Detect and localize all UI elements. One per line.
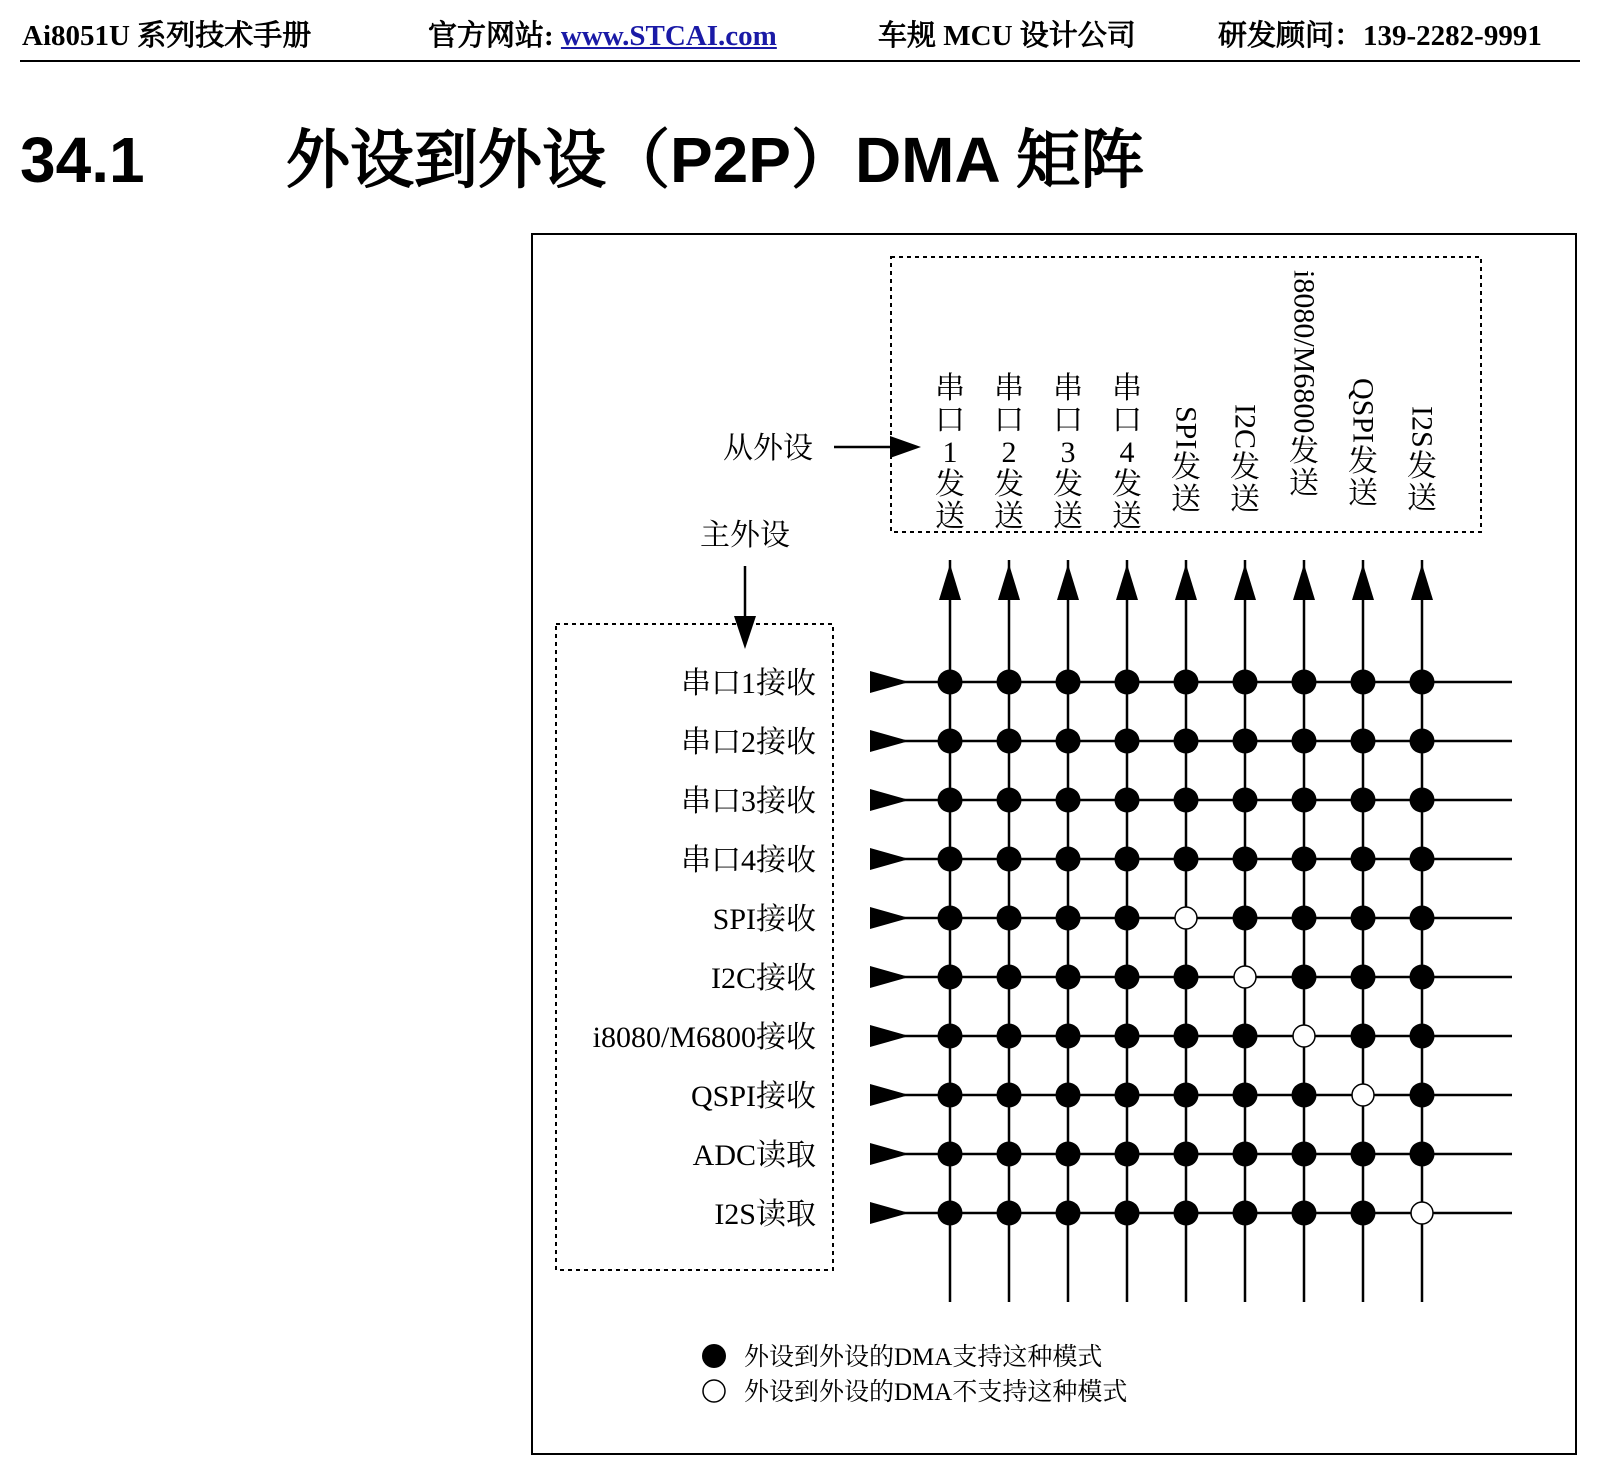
supported-node-dot — [1174, 670, 1199, 695]
column-label-char: 串 — [1053, 372, 1083, 405]
column-label-char: 送 — [935, 500, 965, 533]
row-arrow-head — [870, 1143, 909, 1165]
supported-node-dot — [1410, 729, 1435, 754]
supported-node-dot — [1115, 670, 1140, 695]
supported-node-dot — [1351, 670, 1376, 695]
supported-node-dot — [1056, 670, 1081, 695]
supported-node-dot — [1056, 1142, 1081, 1167]
supported-node-dot — [1292, 670, 1317, 695]
supported-node-dot — [1115, 729, 1140, 754]
row-label: 串口4接收 — [681, 844, 816, 877]
row-label: 串口1接收 — [681, 667, 816, 700]
supported-node-dot — [1115, 1142, 1140, 1167]
supported-node-dot — [997, 729, 1022, 754]
column-label-char: 送 — [1407, 482, 1437, 515]
column-arrow-head — [1116, 564, 1138, 600]
supported-node-dot — [1410, 670, 1435, 695]
column-label-char: 口 — [1053, 404, 1083, 437]
legend-supported-label: 外设到外设的DMA支持这种模式 — [744, 1344, 1103, 1371]
column-label-char: 送 — [1171, 483, 1201, 516]
row-arrow-head — [870, 671, 909, 693]
supported-node-dot — [1115, 1083, 1140, 1108]
column-arrow-head — [1234, 564, 1256, 600]
column-label-char: 发 — [1348, 445, 1378, 478]
supported-node-dot — [938, 670, 963, 695]
column-label-char: 口 — [935, 404, 965, 437]
supported-node-dot — [938, 847, 963, 872]
column-label-char: 送 — [1289, 467, 1319, 500]
column-label-char: 4 — [1119, 436, 1135, 469]
master-peripheral-label: 主外设 — [700, 519, 790, 552]
supported-node-dot — [1056, 729, 1081, 754]
slave-arrow-head — [890, 436, 921, 458]
supported-node-dot — [997, 847, 1022, 872]
column-label-char: 送 — [1112, 500, 1142, 533]
supported-node-dot — [1115, 965, 1140, 990]
supported-node-dot — [1115, 1201, 1140, 1226]
column-label-char: 送 — [994, 500, 1024, 533]
supported-node-dot — [997, 670, 1022, 695]
column-arrow-head — [1057, 564, 1079, 600]
unsupported-node-dot — [1234, 966, 1256, 988]
supported-node-dot — [1410, 965, 1435, 990]
unsupported-node-dot — [1352, 1084, 1374, 1106]
supported-node-dot — [1233, 1142, 1258, 1167]
supported-node-dot — [1233, 906, 1258, 931]
supported-node-dot — [1233, 1201, 1258, 1226]
column-label-char: 串 — [1112, 372, 1142, 405]
supported-node-dot — [1351, 1024, 1376, 1049]
supported-node-dot — [938, 729, 963, 754]
supported-node-dot — [1174, 1083, 1199, 1108]
unsupported-node-dot — [1175, 907, 1197, 929]
supported-node-dot — [1174, 847, 1199, 872]
column-label-rotated: QSPI — [1346, 378, 1380, 444]
row-label: 串口2接收 — [681, 726, 816, 759]
row-label: QSPI接收 — [690, 1080, 816, 1113]
supported-node-dot — [1351, 906, 1376, 931]
supported-node-dot — [1351, 729, 1376, 754]
column-label-char: 3 — [1060, 436, 1076, 469]
supported-node-dot — [938, 1142, 963, 1167]
supported-node-dot — [1174, 965, 1199, 990]
supported-node-dot — [1233, 729, 1258, 754]
supported-node-dot — [1174, 1142, 1199, 1167]
supported-node-dot — [997, 788, 1022, 813]
column-label-rotated: i8080/M6800 — [1287, 270, 1321, 434]
column-label-char: 发 — [1230, 451, 1260, 484]
unsupported-node-dot — [1411, 1202, 1433, 1224]
supported-node-dot — [1115, 788, 1140, 813]
legend-unsupported-label: 外设到外设的DMA不支持这种模式 — [744, 1379, 1128, 1406]
column-label-char: 发 — [935, 468, 965, 501]
supported-node-dot — [938, 965, 963, 990]
column-label-char: 送 — [1053, 500, 1083, 533]
column-arrow-head — [1411, 564, 1433, 600]
column-label-char: 发 — [1289, 435, 1319, 468]
supported-node-dot — [1233, 1024, 1258, 1049]
column-label-char: 口 — [1112, 404, 1142, 437]
supported-node-dot — [1351, 965, 1376, 990]
row-arrow-head — [870, 789, 909, 811]
supported-node-dot — [997, 1201, 1022, 1226]
supported-node-dot — [1292, 1142, 1317, 1167]
legend-filled-dot-icon — [702, 1344, 726, 1368]
supported-node-dot — [1056, 847, 1081, 872]
column-arrow-head — [998, 564, 1020, 600]
master-group-box — [556, 624, 833, 1270]
header-company: 车规 MCU 设计公司 — [878, 20, 1136, 52]
column-label-char: 发 — [1171, 451, 1201, 484]
supported-node-dot — [1292, 965, 1317, 990]
column-arrow-head — [939, 564, 961, 600]
column-label-char: 发 — [994, 468, 1024, 501]
row-label: i8080/M6800接收 — [592, 1021, 816, 1054]
supported-node-dot — [1292, 906, 1317, 931]
column-arrow-head — [1352, 564, 1374, 600]
section-title: 外设到外设（P2P）DMA 矩阵 — [286, 124, 1145, 196]
column-label-rotated: I2S — [1405, 406, 1439, 448]
supported-node-dot — [1292, 1201, 1317, 1226]
column-label-char: 发 — [1407, 450, 1437, 483]
supported-node-dot — [1115, 847, 1140, 872]
supported-node-dot — [1115, 906, 1140, 931]
supported-node-dot — [1233, 670, 1258, 695]
master-arrow-head — [734, 616, 756, 649]
column-arrow-head — [1293, 564, 1315, 600]
supported-node-dot — [938, 788, 963, 813]
slave-peripheral-label: 从外设 — [723, 432, 813, 465]
supported-node-dot — [1115, 1024, 1140, 1049]
column-label-char: 发 — [1053, 468, 1083, 501]
supported-node-dot — [997, 965, 1022, 990]
row-arrow-head — [870, 1025, 909, 1047]
column-label-char: 送 — [1348, 477, 1378, 510]
row-arrow-head — [870, 1202, 909, 1224]
supported-node-dot — [997, 906, 1022, 931]
supported-node-dot — [938, 1201, 963, 1226]
supported-node-dot — [1174, 1024, 1199, 1049]
column-label-char: 发 — [1112, 468, 1142, 501]
supported-node-dot — [1351, 1201, 1376, 1226]
supported-node-dot — [1292, 788, 1317, 813]
column-arrow-head — [1175, 564, 1197, 600]
supported-node-dot — [1292, 847, 1317, 872]
row-arrow-head — [870, 907, 909, 929]
legend-hollow-dot-icon — [703, 1380, 725, 1402]
row-label: I2S读取 — [714, 1198, 816, 1231]
supported-node-dot — [997, 1142, 1022, 1167]
row-arrow-head — [870, 1084, 909, 1106]
supported-node-dot — [1056, 1201, 1081, 1226]
supported-node-dot — [938, 1083, 963, 1108]
column-label-char: 送 — [1230, 483, 1260, 516]
header-advisor: 研发顾问：139-2282-9991 — [1218, 20, 1542, 52]
supported-node-dot — [1410, 788, 1435, 813]
supported-node-dot — [1351, 847, 1376, 872]
header-site-link[interactable]: www.STCAI.com — [560, 20, 777, 52]
column-label-char: 串 — [935, 372, 965, 405]
unsupported-node-dot — [1293, 1025, 1315, 1047]
supported-node-dot — [1410, 1024, 1435, 1049]
row-label: ADC读取 — [692, 1139, 816, 1172]
row-label: 串口3接收 — [681, 785, 816, 818]
supported-node-dot — [1056, 1083, 1081, 1108]
supported-node-dot — [1410, 847, 1435, 872]
supported-node-dot — [1056, 906, 1081, 931]
column-label-char: 2 — [1001, 436, 1017, 469]
supported-node-dot — [1174, 729, 1199, 754]
supported-node-dot — [1056, 788, 1081, 813]
supported-node-dot — [1410, 906, 1435, 931]
supported-node-dot — [938, 906, 963, 931]
supported-node-dot — [1056, 965, 1081, 990]
supported-node-dot — [1292, 729, 1317, 754]
supported-node-dot — [1351, 1142, 1376, 1167]
row-arrow-head — [870, 966, 909, 988]
column-label-char: 1 — [942, 436, 958, 469]
supported-node-dot — [997, 1083, 1022, 1108]
supported-node-dot — [1174, 1201, 1199, 1226]
column-label-rotated: I2C — [1228, 404, 1262, 449]
supported-node-dot — [1410, 1142, 1435, 1167]
supported-node-dot — [1174, 788, 1199, 813]
supported-node-dot — [1056, 1024, 1081, 1049]
header-manual-title: Ai8051U 系列技术手册 — [22, 20, 312, 52]
column-label-char: 串 — [994, 372, 1024, 405]
column-label-rotated: SPI — [1169, 406, 1203, 450]
section-number: 34.1 — [20, 124, 145, 196]
row-label: I2C接收 — [711, 962, 816, 995]
supported-node-dot — [938, 1024, 963, 1049]
row-arrow-head — [870, 730, 909, 752]
supported-node-dot — [1233, 788, 1258, 813]
supported-node-dot — [1233, 847, 1258, 872]
row-label: SPI接收 — [712, 903, 816, 936]
supported-node-dot — [1351, 788, 1376, 813]
column-label-char: 口 — [994, 404, 1024, 437]
supported-node-dot — [1292, 1083, 1317, 1108]
header-site-label: 官方网站: — [428, 20, 561, 52]
row-arrow-head — [870, 848, 909, 870]
supported-node-dot — [997, 1024, 1022, 1049]
supported-node-dot — [1233, 1083, 1258, 1108]
supported-node-dot — [1410, 1083, 1435, 1108]
